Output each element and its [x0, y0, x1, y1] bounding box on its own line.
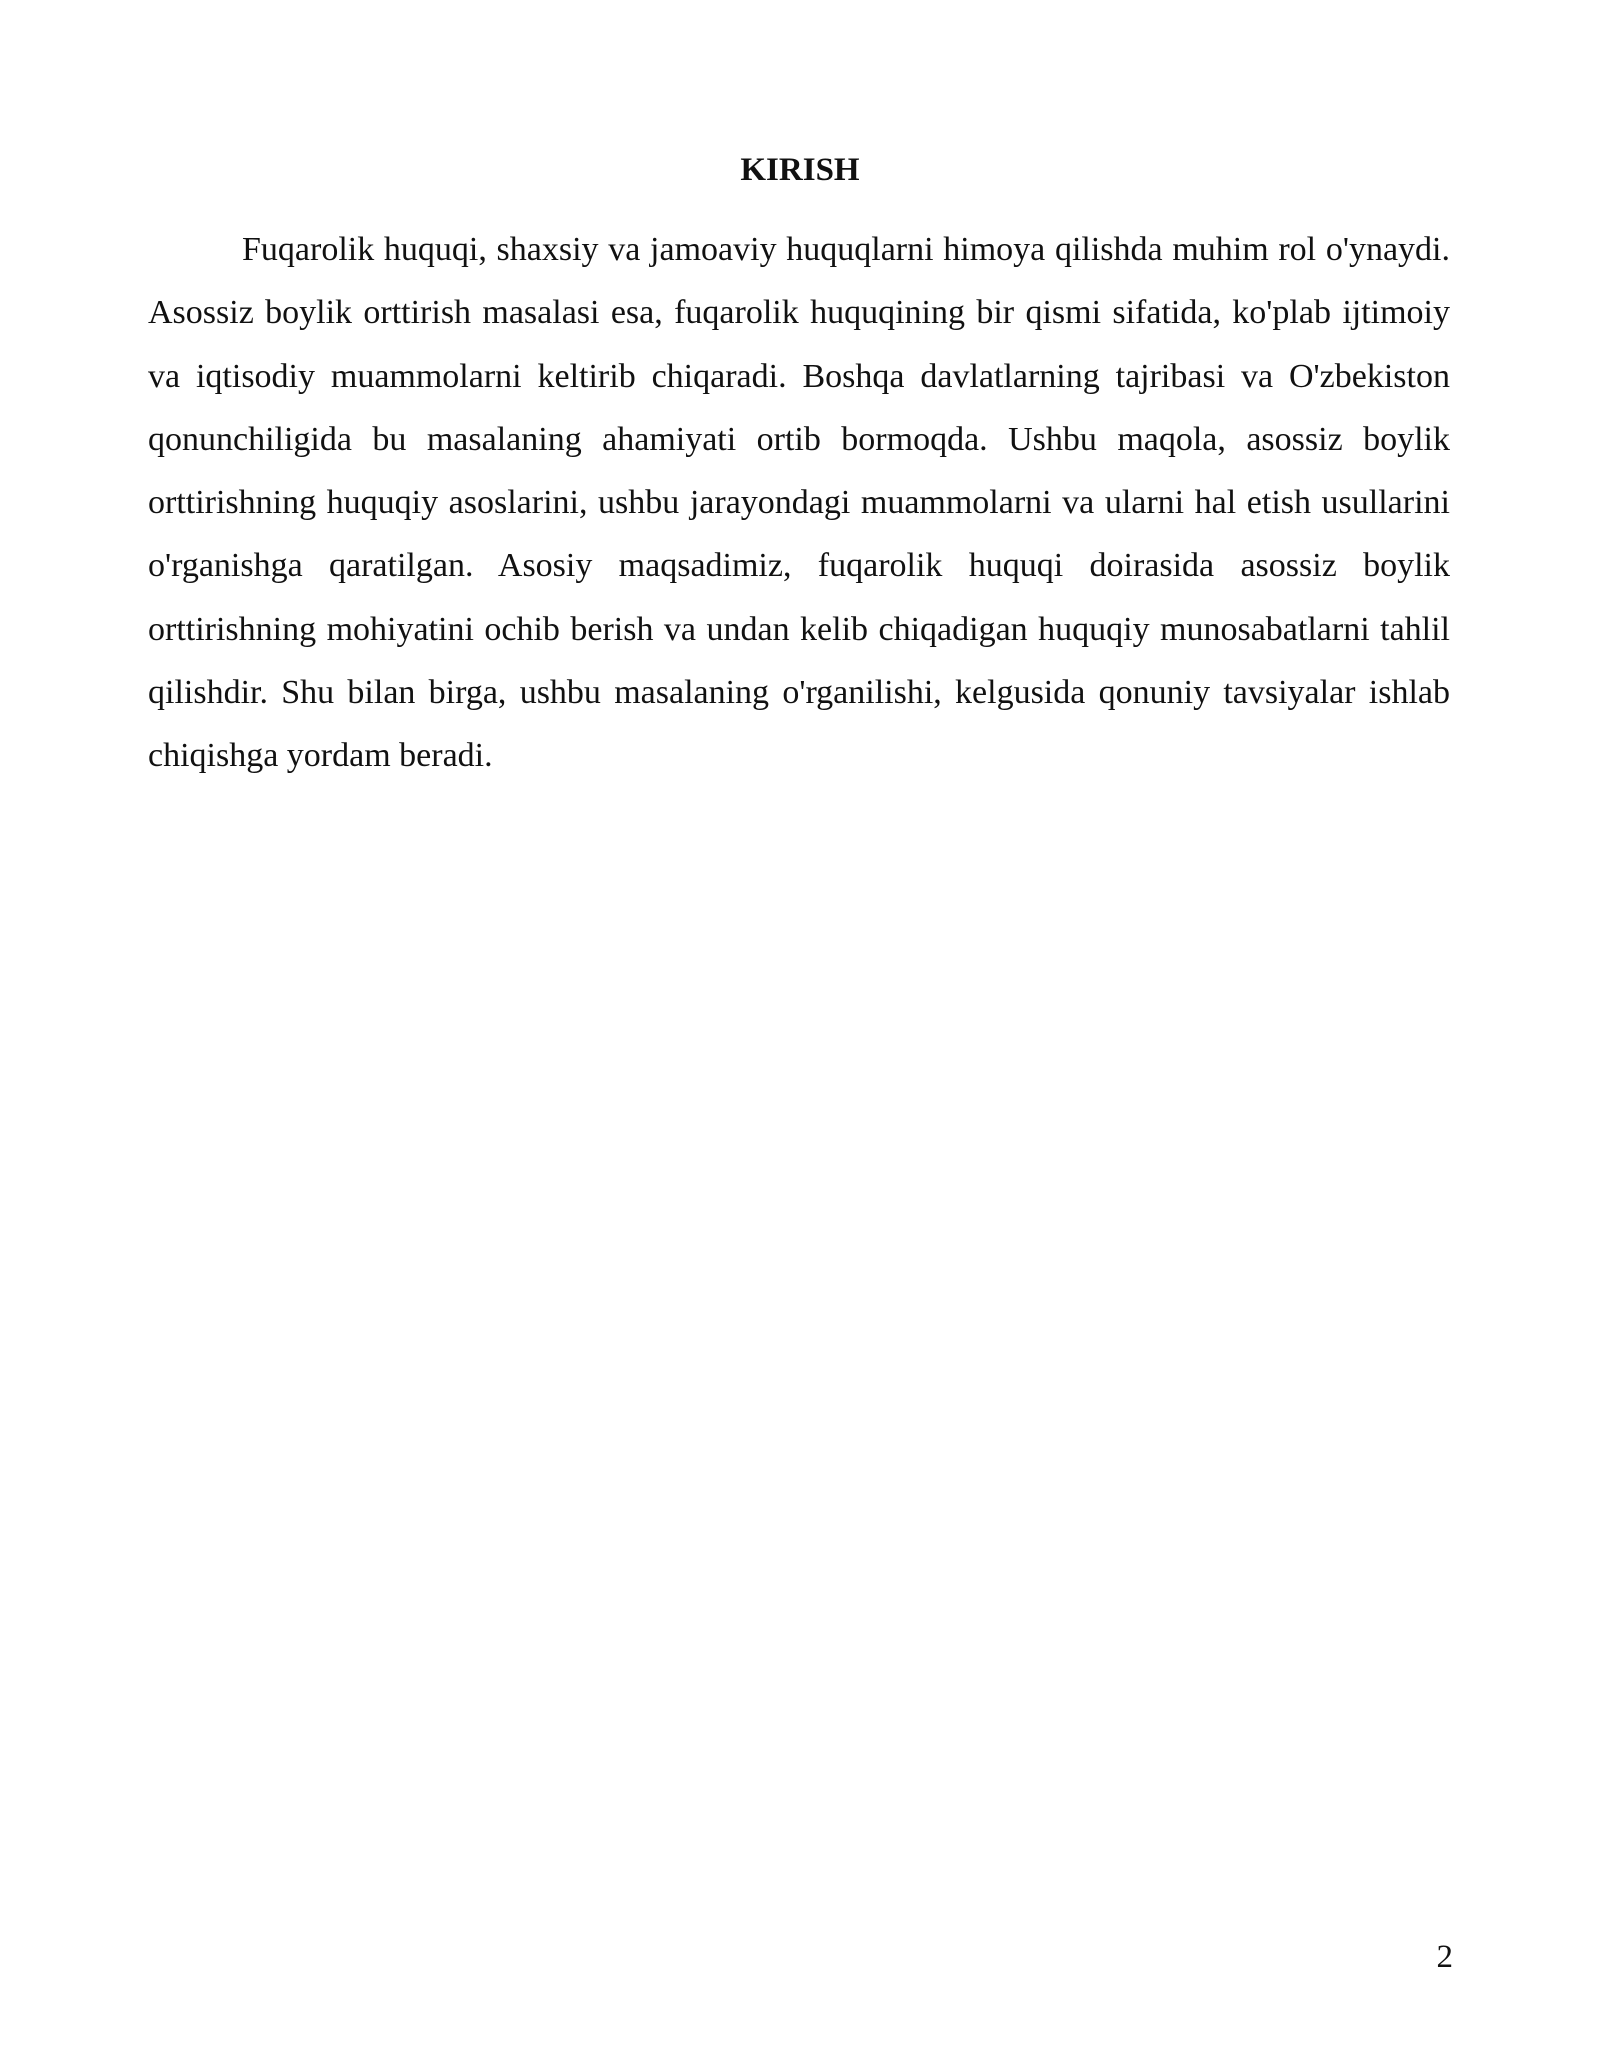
body-paragraph: Fuqarolik huquqi, shaxsiy va jamoaviy huquqlarni himoya qilishda muhim rol o'ynaydi. Asossiz boylik orttirish masalasi esa, fuqarolik huquqining bir qismi sifatida, ko'plab ijtimoiy va iqtisodiy muammolarni keltirib chiqaradi. Boshqa davlatlarning tajribasi va O'zbekiston qonunchiligida bu masalaning ahamiyati ortib bormoqda. Ushbu maqola, asossiz boylik orttirishning huquqiy asoslarini, ushbu jarayondagi muammolarni va ularni hal etish usullarini o'rganishga qaratilgan. Asosiy maqsadimiz, fuqarolik huquqi doirasida asossiz boylik orttirishning mohiyatini ochib berish va undan kelib chiqadigan huquqiy munosabatlarni tahlil qilishdir. Shu bilan birga, ushbu masalaning o'rganilishi, kelgusida qonuniy tavsiyalar ishlab chiqishga yordam beradi.: [148, 231, 1450, 775]
page-number: 2: [1436, 1939, 1453, 1975]
section-heading: KIRISH: [740, 152, 860, 188]
